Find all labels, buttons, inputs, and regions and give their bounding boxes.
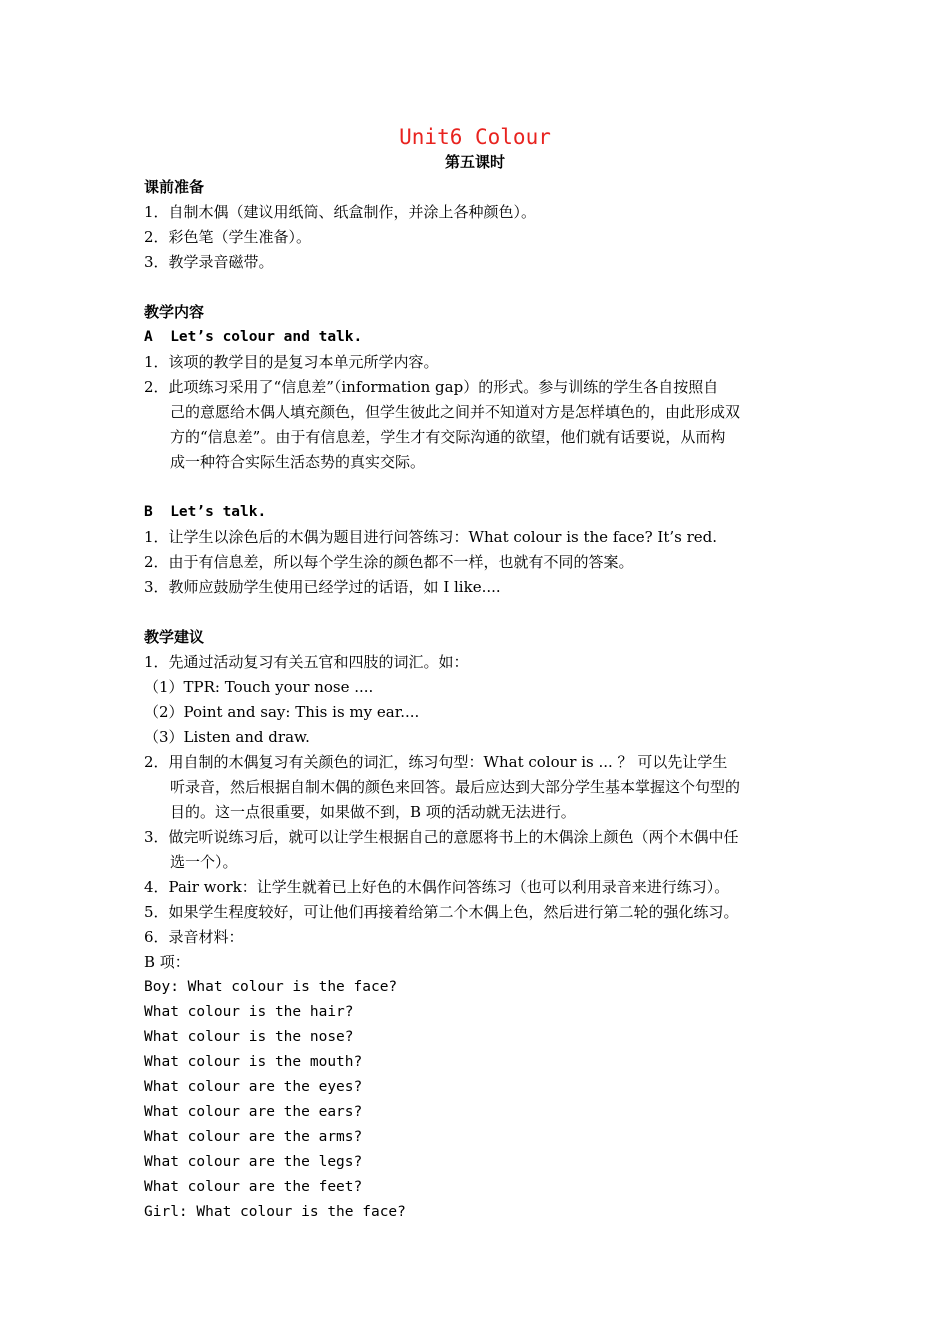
content-b-item: 2．由于有信息差，所以每个学生涂的颜色都不一样，也就有不同的答案。 <box>144 553 634 571</box>
section-heading-suggestions: 教学建议 <box>144 628 205 646</box>
suggestion-line-continued: 目的。这一点很重要，如果做不到，B 项的活动就无法进行。 <box>170 803 576 821</box>
prep-item: 1．自制木偶（建议用纸筒、纸盒制作，并涂上各种颜色）。 <box>144 203 537 221</box>
content-a-item-continued: 己的意愿给木偶人填充颜色，但学生彼此之间并不知道对方是怎样填色的，由此形成双 <box>170 403 741 421</box>
suggestion-line: 4．Pair work：让学生就着已上好色的木偶作问答练习（也可以利用录音来进行练习）。 <box>144 878 730 896</box>
transcript-line: Boy: What colour is the face? <box>144 979 398 995</box>
content-b-item: 3．教师应鼓励学生使用已经学过的话语，如 I like.... <box>144 578 501 596</box>
transcript-line: What colour are the ears? <box>144 1104 363 1120</box>
suggestion-line: 6．录音材料： <box>144 928 244 946</box>
section-heading-prep: 课前准备 <box>144 178 205 196</box>
subsection-heading-a: A Let’s colour and talk. <box>144 329 363 345</box>
prep-item: 2．彩色笔（学生准备）。 <box>144 228 312 246</box>
content-a-item: 1．该项的教学目的是复习本单元所学内容。 <box>144 353 439 371</box>
prep-item: 3．教学录音磁带。 <box>144 253 274 271</box>
transcript-line: What colour is the hair? <box>144 1004 354 1020</box>
content-a-item: 2．此项练习采用了“信息差”（information gap）的形式。参与训练的学生各自按照自 <box>144 378 719 396</box>
transcript-line: What colour are the feet? <box>144 1179 363 1195</box>
transcript-line: What colour are the legs? <box>144 1154 363 1170</box>
section-heading-content: 教学内容 <box>144 303 205 321</box>
content-a-item-continued: 成一种符合实际生活态势的真实交际。 <box>170 453 426 471</box>
transcript-line: Girl: What colour is the face? <box>144 1204 406 1220</box>
document-title: Unit6 Colour <box>399 125 551 149</box>
suggestion-line-continued: 选一个）。 <box>170 853 238 871</box>
suggestion-line: B 项： <box>144 953 190 971</box>
transcript-line: What colour is the mouth? <box>144 1054 363 1070</box>
suggestion-line-continued: 听录音，然后根据自制木偶的颜色来回答。最后应达到大部分学生基本掌握这个句型的 <box>170 778 741 796</box>
subsection-heading-b: B Let’s talk. <box>144 504 267 520</box>
document-subtitle: 第五课时 <box>444 153 505 171</box>
transcript-line: What colour are the arms? <box>144 1129 363 1145</box>
content-a-item-continued: 方的“信息差”。由于有信息差，学生才有交际沟通的欲望，他们就有话要说，从而构 <box>170 428 726 446</box>
document-body <box>144 175 814 1225</box>
spacer <box>144 275 814 300</box>
spacer <box>144 600 814 625</box>
suggestion-line: 1．先通过活动复习有关五官和四肢的词汇。如： <box>144 653 469 671</box>
content-b-item: 1．让学生以涂色后的木偶为题目进行问答练习：What colour is the face? It’s red. <box>144 528 718 546</box>
transcript-line: What colour is the nose? <box>144 1029 354 1045</box>
transcript-line: What colour are the eyes? <box>144 1079 363 1095</box>
suggestion-line: （3）Listen and draw. <box>144 728 310 746</box>
suggestion-line: （2）Point and say: This is my ear.... <box>144 703 420 721</box>
spacer <box>144 475 814 500</box>
suggestion-line: 3．做完听说练习后，就可以让学生根据自己的意愿将书上的木偶涂上颜色（两个木偶中任 <box>144 828 739 846</box>
suggestion-line: （1）TPR: Touch your nose .... <box>144 678 374 696</box>
suggestion-line: 2．用自制的木偶复习有关颜色的词汇，练习句型：What colour is ... ？ 可以先让学生 <box>144 753 728 771</box>
suggestion-line: 5．如果学生程度较好，可让他们再接着给第二个木偶上色，然后进行第二轮的强化练习。 <box>144 903 739 921</box>
